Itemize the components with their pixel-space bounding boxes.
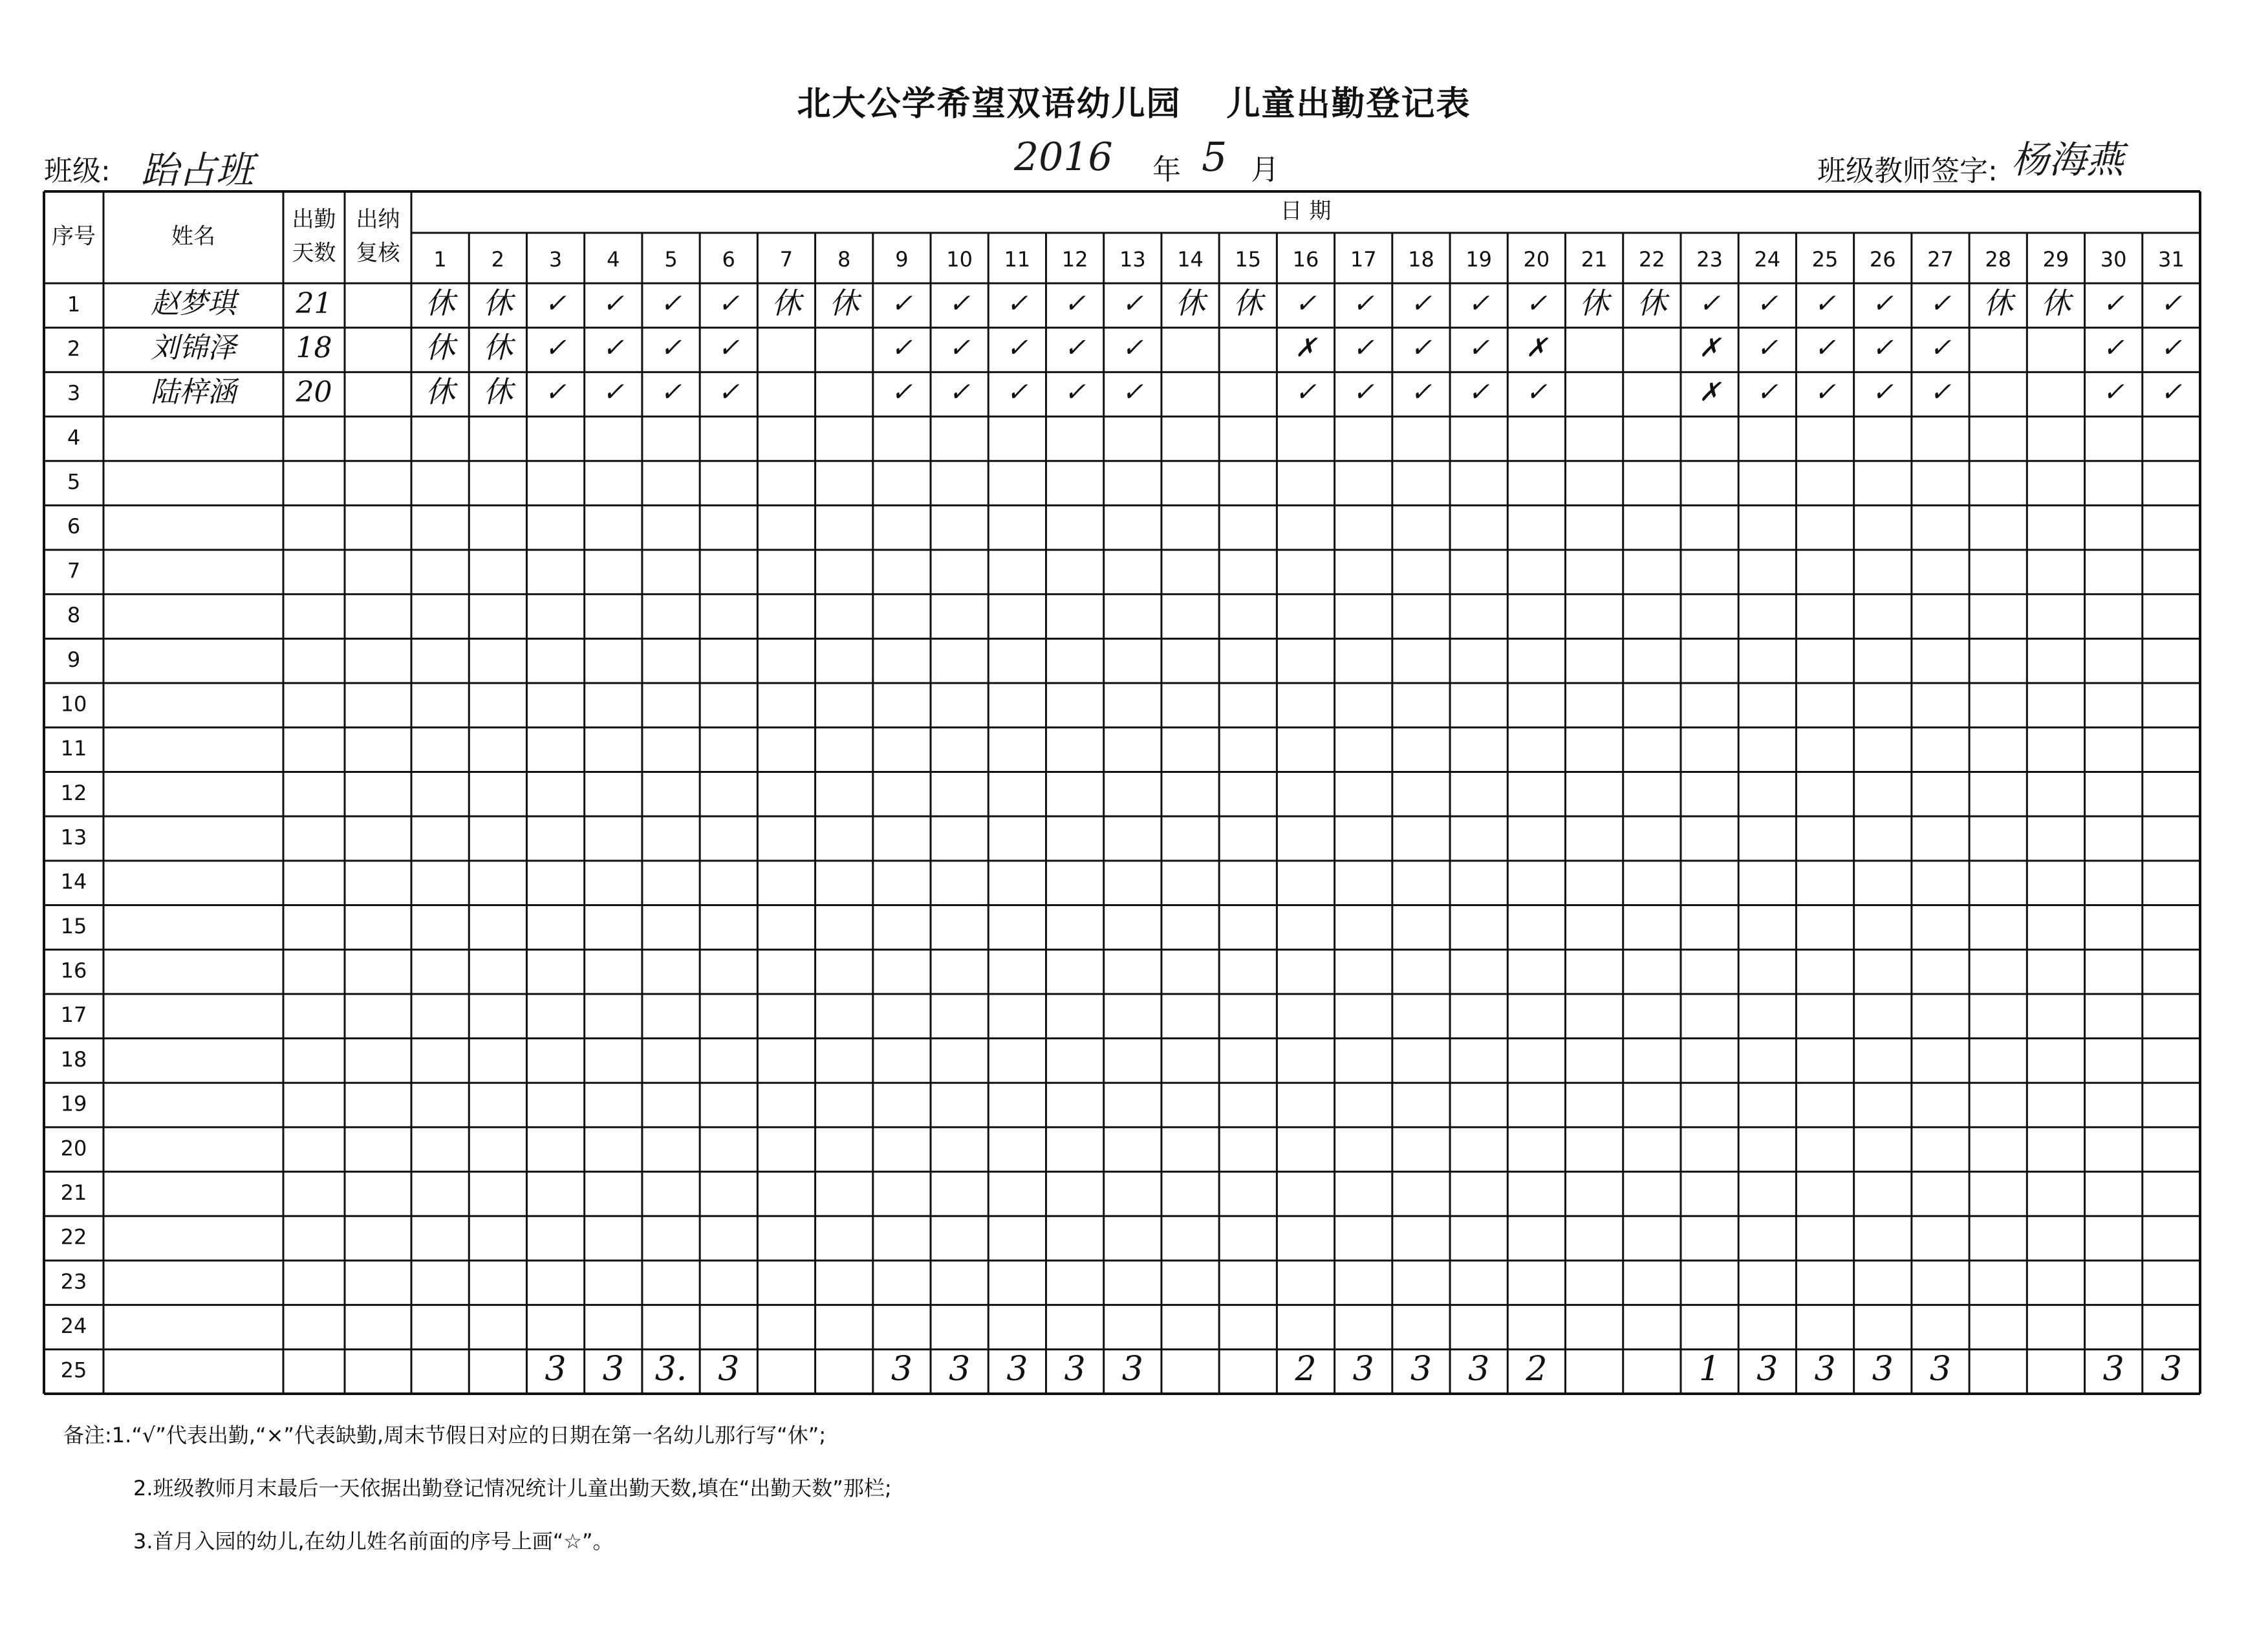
row-number: 21 [60,1180,87,1205]
attendance-mark: ✓ [1006,377,1028,407]
attendance-mark: ✓ [1352,288,1374,319]
row-number: 2 [67,336,81,362]
attendance-mark: ✓ [1006,333,1028,363]
day-number: 10 [946,247,973,272]
day-number: 3 [548,247,563,272]
attendance-mark: 休 [482,374,513,409]
day-number: 23 [1696,247,1723,272]
attendance-mark: ✓ [1064,288,1086,319]
row-number: 5 [67,470,81,495]
note-1: 备注:1.“√”代表出勤,“×”代表缺勤,周末节假日对应的日期在第一名幼儿那行写“休”; [63,1423,826,1447]
attendance-mark: ✓ [1410,377,1432,407]
row-number: 8 [67,603,81,628]
attendance-mark: ✓ [2160,288,2183,319]
day-number: 30 [2100,247,2127,272]
attendance-mark: ✓ [1295,288,1317,319]
row-number: 12 [60,780,87,805]
day-number: 14 [1177,247,1204,272]
attendance-mark: ✓ [1929,333,1952,363]
attendance-mark: ✓ [717,377,740,407]
attendance-mark: ✓ [1467,333,1490,363]
day-number: 6 [722,247,735,272]
daily-total: 3. [654,1350,687,1389]
day-number: 31 [2158,247,2185,272]
row-number: 1 [67,292,81,317]
attendance-mark: ✓ [1929,288,1952,319]
attendance-mark: ✓ [1814,288,1836,319]
attendance-mark: 休 [425,374,455,409]
attendance-mark: ✓ [1756,377,1778,407]
attendance-mark: ✓ [545,288,567,319]
attendance-mark: 休 [1579,285,1610,321]
day-number: 20 [1523,247,1550,272]
daily-total: 3 [1468,1350,1490,1389]
header-check-1: 出纳 [356,206,400,233]
day-number: 25 [1811,247,1839,272]
daily-total: 3 [1121,1350,1143,1389]
attendance-mark: 休 [1983,285,2013,321]
row-number: 4 [67,425,81,450]
attendance-mark: 休 [2040,285,2071,321]
row-number: 7 [67,558,81,583]
day-number: 1 [433,247,447,272]
attendance-mark: ✓ [1064,333,1086,363]
attendance-mark: ✓ [660,288,682,319]
child-attend-days: 21 [296,287,332,320]
child-name: 刘锦泽 [151,331,236,365]
daily-total: 3 [1064,1350,1086,1389]
row-number: 19 [60,1091,87,1116]
attendance-mark: 休 [482,330,513,365]
day-number: 8 [837,247,851,272]
attendance-mark: ✓ [1121,333,1144,363]
row-number: 15 [60,913,87,938]
attendance-mark: ✗ [1698,333,1721,363]
attendance-mark: ✓ [1814,377,1836,407]
daily-total: 1 [1699,1350,1721,1389]
attendance-mark: ✗ [1698,377,1721,407]
child-name: 赵梦琪 [151,287,236,320]
attendance-mark: ✓ [545,377,567,407]
year-value: 2016 [1014,135,1113,180]
row-number: 11 [60,736,87,761]
attendance-mark: ✓ [1814,333,1836,363]
attendance-mark: ✓ [891,377,913,407]
attendance-mark: ✓ [1352,377,1374,407]
daily-total: 3 [1352,1350,1374,1389]
header-name: 姓名 [171,223,215,250]
daily-total: 3 [718,1350,740,1389]
day-number: 28 [1985,247,2012,272]
day-number: 12 [1061,247,1088,272]
form-title: 儿童出勤登记表 [1226,85,1471,124]
attendance-mark: 休 [482,285,513,321]
attendance-mark: ✓ [1064,377,1086,407]
day-number: 13 [1119,247,1146,272]
year-label: 年 [1152,153,1181,186]
row-number: 3 [67,380,81,406]
notes [63,1409,892,1568]
row-number: 25 [60,1358,87,1383]
daily-total: 3 [1006,1350,1028,1389]
day-number: 19 [1465,247,1493,272]
attendance-mark: ✓ [2102,288,2124,319]
attendance-mark: ✓ [717,288,740,319]
day-number: 18 [1408,247,1434,272]
daily-total: 3 [2160,1350,2182,1389]
attendance-mark: ✓ [2160,333,2183,363]
row-number: 17 [60,1002,87,1028]
attendance-mark: ✓ [1410,288,1432,319]
day-number: 27 [1927,247,1954,272]
daily-total: 3 [891,1350,913,1389]
attendance-mark: ✓ [1929,377,1952,407]
day-number: 26 [1869,247,1896,272]
row-number: 22 [60,1224,87,1250]
attendance-mark: ✓ [1121,288,1144,319]
attendance-mark: 休 [1637,285,1667,321]
day-number: 11 [1004,247,1031,272]
attendance-mark: ✓ [2102,333,2124,363]
attendance-mark: 休 [1233,285,1263,321]
attendance-mark: ✓ [1872,333,1894,363]
daily-total: 3 [2102,1350,2124,1389]
note-3: 3.首月入园的幼儿,在幼儿姓名前面的序号上画“☆”。 [133,1529,614,1554]
attendance-mark: ✓ [1467,288,1490,319]
day-number: 5 [664,247,678,272]
day-number: 15 [1235,247,1262,272]
note-2: 2.班级教师月末最后一天依据出勤登记情况统计儿童出勤天数,填在“出勤天数”那栏; [133,1476,892,1500]
attendance-mark: ✓ [660,377,682,407]
attendance-mark: ✗ [1526,333,1548,363]
day-number: 4 [607,247,620,272]
row-number: 6 [67,514,81,539]
daily-total: 3 [949,1350,971,1389]
daily-total: 2 [1526,1350,1548,1389]
header-seq: 序号 [52,223,96,250]
header-attend-1: 出勤 [292,206,336,233]
daily-total: 3 [602,1350,624,1389]
daily-total: 2 [1295,1350,1317,1389]
attendance-mark: ✗ [1295,333,1317,363]
daily-total: 3 [1756,1350,1778,1389]
attendance-mark: 休 [425,285,455,321]
row-number: 9 [67,647,81,672]
row-number: 13 [60,825,87,850]
class-label: 班级: [44,155,111,188]
daily-total: 3 [1814,1350,1836,1389]
attendance-mark: ✓ [1526,288,1548,319]
attendance-mark: ✓ [891,333,913,363]
attendance-mark: ✓ [660,333,682,363]
day-number: 21 [1581,247,1608,272]
attendance-mark: ✓ [948,333,971,363]
attendance-mark: ✓ [602,377,625,407]
row-number: 18 [60,1046,87,1072]
attendance-mark: ✓ [948,377,971,407]
school-name: 北大公学希望双语幼儿园 [797,85,1182,124]
day-number: 17 [1350,247,1377,272]
attendance-mark: ✓ [1872,288,1894,319]
attendance-mark: ✓ [1006,288,1028,319]
attendance-mark: ✓ [545,333,567,363]
attendance-mark: ✓ [1698,288,1721,319]
attendance-mark: ✓ [948,288,971,319]
day-number: 16 [1292,247,1319,272]
attendance-mark: ✓ [1467,377,1490,407]
child-name: 陆梓涵 [151,376,236,409]
attendance-mark: ✓ [1410,333,1432,363]
daily-total: 3 [1929,1350,1952,1389]
day-number: 29 [2042,247,2069,272]
row-number: 20 [60,1136,87,1161]
attendance-mark: ✓ [891,288,913,319]
month-label: 月 [1251,153,1279,186]
child-attend-days: 18 [296,331,332,365]
attendance-mark: ✓ [2102,377,2124,407]
attendance-mark: ✓ [602,333,625,363]
month-value: 5 [1202,133,1227,180]
row-number: 24 [60,1313,87,1338]
attendance-mark: ✓ [2160,377,2183,407]
day-number: 9 [895,247,909,272]
child-attend-days: 20 [296,376,332,409]
attendance-mark: ✓ [602,288,625,319]
attendance-mark: ✓ [1756,333,1778,363]
attendance-mark: 休 [829,285,859,321]
daily-total: 3 [1410,1350,1432,1389]
attendance-mark: ✓ [1756,288,1778,319]
teacher-signature: 杨海燕 [2011,138,2124,182]
header-attend-2: 天数 [292,240,336,266]
teacher-sign-label: 班级教师签字: [1817,155,1998,188]
header-date: 日 期 [1280,198,1332,224]
day-number: 24 [1754,247,1781,272]
daily-total: 3 [545,1350,567,1389]
day-number: 2 [491,247,505,272]
row-number: 23 [60,1269,87,1294]
attendance-mark: 休 [425,330,455,365]
attendance-mark: 休 [771,285,801,321]
row-number: 14 [60,869,87,894]
attendance-mark: ✓ [1295,377,1317,407]
attendance-mark: ✓ [1352,333,1374,363]
class-value: 跆占班 [141,148,254,192]
day-number: 7 [779,247,794,272]
header-check-2: 复核 [356,240,400,266]
attendance-mark: 休 [1175,285,1205,321]
attendance-mark: ✓ [717,333,740,363]
row-number: 10 [60,691,87,717]
row-number: 16 [60,958,87,983]
attendance-mark: ✓ [1872,377,1894,407]
day-number: 22 [1638,247,1665,272]
attendance-mark: ✓ [1526,377,1548,407]
attendance-mark: ✓ [1121,377,1144,407]
daily-total: 3 [1872,1350,1894,1389]
